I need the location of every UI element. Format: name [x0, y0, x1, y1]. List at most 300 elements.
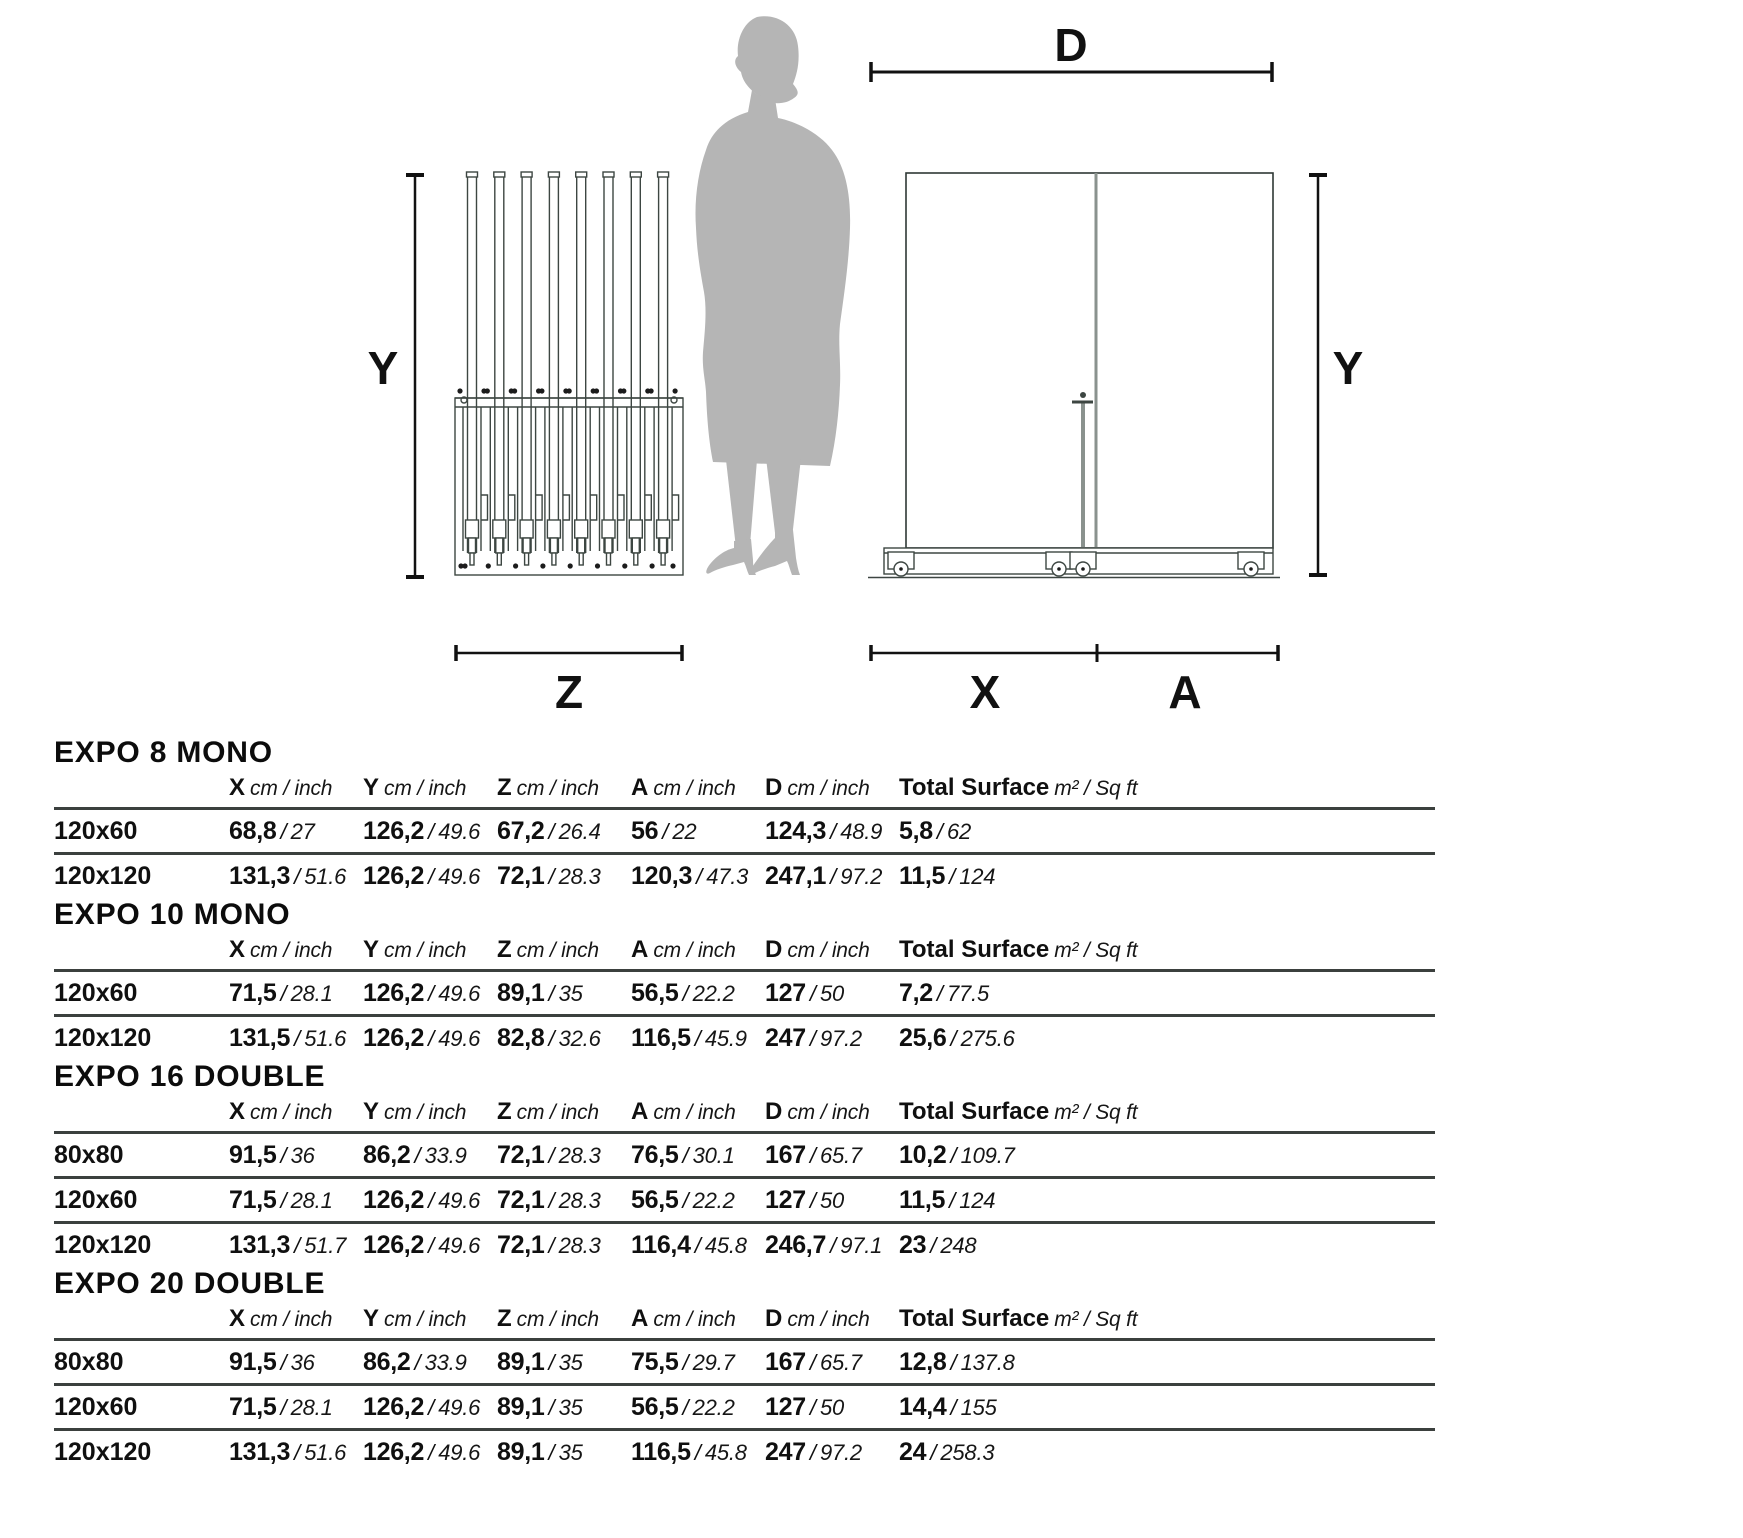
value-separator: / [949, 1187, 956, 1213]
dimension-cell [631, 1024, 765, 1053]
value-separator: / [662, 818, 669, 844]
panel-size-label: 120x60 [54, 1185, 138, 1214]
value-inch: 51.6 [304, 1439, 347, 1465]
value-separator: / [682, 1394, 689, 1420]
value-cm: 71,5 [229, 1185, 277, 1214]
column-header [363, 774, 497, 807]
value-cm: 56,5 [631, 1185, 679, 1214]
dimension-line-y-left [406, 175, 424, 577]
value-cm: 126,2 [363, 1023, 425, 1052]
dimension-cell [899, 979, 1435, 1008]
column-header [497, 1098, 631, 1131]
value-separator: / [809, 1394, 816, 1420]
column-unit: cm / inch [250, 1101, 333, 1124]
column-key: X [229, 936, 246, 963]
dimension-cell [229, 1393, 363, 1422]
value-cm: 86,2 [363, 1347, 411, 1376]
column-unit: m² / Sq ft [1054, 1308, 1138, 1331]
table-row [54, 852, 1435, 897]
value-separator: / [294, 1439, 301, 1465]
value-cm: 12,8 [899, 1347, 947, 1376]
value-inch: 275.6 [960, 1025, 1015, 1051]
dimension-cell [363, 1231, 497, 1260]
value-inch: 22.2 [692, 1394, 735, 1420]
value-cm: 5,8 [899, 816, 933, 845]
column-key: Y [363, 1098, 380, 1125]
column-unit: cm / inch [653, 1308, 736, 1331]
dimension-cell [497, 862, 631, 891]
column-unit: cm / inch [787, 1308, 870, 1331]
value-cm: 247,1 [765, 861, 827, 890]
column-header [363, 1305, 497, 1338]
value-inch: 33.9 [424, 1349, 467, 1375]
column-header [899, 936, 1435, 969]
value-inch: 51.6 [304, 1025, 347, 1051]
spec-table [54, 897, 1435, 1059]
value-inch: 137.8 [960, 1349, 1015, 1375]
value-separator: / [428, 1394, 435, 1420]
dimension-cell [497, 817, 631, 846]
dimension-cell [631, 817, 765, 846]
dimension-cell [497, 1393, 631, 1422]
value-cm: 24 [899, 1437, 927, 1466]
column-key: A [631, 774, 649, 801]
value-separator: / [950, 1394, 957, 1420]
dimension-cell [497, 1186, 631, 1215]
value-cm: 14,4 [899, 1392, 947, 1421]
dimension-label-y-left: Y [367, 342, 399, 394]
value-cm: 127 [765, 1185, 806, 1214]
dimension-cell [631, 1231, 765, 1260]
value-cm: 75,5 [631, 1347, 679, 1376]
dimension-cell [363, 862, 497, 891]
value-separator: / [809, 1439, 816, 1465]
value-inch: 97.2 [819, 1025, 862, 1051]
panel-size-label: 120x120 [54, 1230, 152, 1259]
value-cm: 126,2 [363, 1392, 425, 1421]
column-header [765, 774, 899, 807]
dimension-cell [497, 1231, 631, 1260]
dimension-cell [631, 862, 765, 891]
value-inch: 36 [290, 1349, 315, 1375]
dimension-cell [765, 1231, 899, 1260]
value-separator: / [830, 1232, 837, 1258]
value-cm: 126,2 [363, 1437, 425, 1466]
value-cm: 116,5 [631, 1437, 691, 1466]
header-spacer [54, 1333, 229, 1338]
column-unit: cm / inch [384, 1101, 467, 1124]
value-separator: / [548, 1142, 555, 1168]
value-separator: / [809, 1142, 816, 1168]
column-header [899, 1098, 1435, 1131]
value-inch: 248 [940, 1232, 977, 1258]
column-key: Total Surface [899, 1305, 1050, 1332]
table-row [54, 1338, 1435, 1383]
column-header [899, 774, 1435, 807]
table-body [54, 1338, 1435, 1473]
dimension-cell [631, 1186, 765, 1215]
column-header [765, 1305, 899, 1338]
dimension-cell [229, 1141, 363, 1170]
value-separator: / [696, 863, 703, 889]
value-inch: 47.3 [706, 863, 749, 889]
column-header [631, 774, 765, 807]
value-inch: 49.6 [438, 1025, 481, 1051]
value-cm: 126,2 [363, 978, 425, 1007]
value-inch: 49.6 [438, 818, 481, 844]
column-key: Total Surface [899, 1098, 1050, 1125]
table-title: EXPO 8 MONO [54, 736, 273, 769]
value-cm: 247 [765, 1023, 806, 1052]
table-title: EXPO 16 DOUBLE [54, 1060, 326, 1093]
column-unit: cm / inch [653, 939, 736, 962]
value-separator: / [682, 980, 689, 1006]
column-key: Total Surface [899, 936, 1050, 963]
value-separator: / [809, 1187, 816, 1213]
value-inch: 22.2 [692, 980, 735, 1006]
value-separator: / [809, 1025, 816, 1051]
column-key: Y [363, 936, 380, 963]
value-separator: / [682, 1142, 689, 1168]
panel-size-label: 120x120 [54, 1437, 152, 1466]
table-row [54, 1131, 1435, 1176]
column-key: Y [363, 774, 380, 801]
dimension-cell [899, 1231, 1435, 1260]
column-key: Z [497, 774, 512, 801]
dimension-cell [229, 979, 363, 1008]
column-key: A [631, 1305, 649, 1332]
value-cm: 86,2 [363, 1140, 411, 1169]
value-cm: 131,3 [229, 1437, 291, 1466]
column-key: Y [363, 1305, 380, 1332]
woman-silhouette [695, 16, 850, 575]
value-separator: / [280, 1349, 287, 1375]
column-unit: cm / inch [384, 777, 467, 800]
column-unit: m² / Sq ft [1054, 939, 1138, 962]
value-cm: 116,5 [631, 1023, 691, 1052]
value-inch: 28.3 [558, 1142, 601, 1168]
column-unit: cm / inch [516, 1308, 599, 1331]
value-inch: 48.9 [840, 818, 883, 844]
value-cm: 72,1 [497, 861, 545, 890]
value-separator: / [694, 1232, 701, 1258]
table-header-row [54, 933, 1435, 969]
table-body [54, 1131, 1435, 1266]
header-spacer [54, 802, 229, 807]
value-cm: 72,1 [497, 1230, 545, 1259]
dimension-cell [363, 1024, 497, 1053]
value-cm: 71,5 [229, 1392, 277, 1421]
value-separator: / [428, 1439, 435, 1465]
value-inch: 28.3 [558, 863, 601, 889]
dimension-cell [899, 817, 1435, 846]
column-header [899, 1305, 1435, 1338]
cart-wheeled-base [868, 548, 1280, 578]
value-separator: / [950, 1349, 957, 1375]
dimension-cell [765, 1348, 899, 1377]
panel-size-label: 120x60 [54, 1392, 138, 1421]
value-separator: / [936, 818, 943, 844]
value-inch: 26.4 [558, 818, 601, 844]
column-key: Z [497, 936, 512, 963]
value-separator: / [280, 1394, 287, 1420]
dimension-cell [229, 1186, 363, 1215]
dimension-cell [497, 1024, 631, 1053]
panel-size-label: 80x80 [54, 1347, 124, 1376]
dimension-cell [765, 1024, 899, 1053]
column-header [765, 936, 899, 969]
column-unit: cm / inch [787, 939, 870, 962]
dimension-cell [899, 1348, 1435, 1377]
column-key: D [765, 1098, 783, 1125]
column-header [497, 936, 631, 969]
dimension-cell [497, 1141, 631, 1170]
dimension-cell [363, 1348, 497, 1377]
value-cm: 126,2 [363, 1185, 425, 1214]
value-inch: 45.8 [704, 1232, 747, 1258]
value-inch: 30.1 [692, 1142, 735, 1168]
dimension-cell [229, 817, 363, 846]
table-header-row [54, 1095, 1435, 1131]
value-inch: 36 [290, 1142, 315, 1168]
value-separator: / [936, 980, 943, 1006]
panel-size-label: 120x120 [54, 861, 152, 890]
dimension-label-x: X [969, 666, 1001, 718]
value-separator: / [414, 1142, 421, 1168]
column-header [229, 1098, 363, 1131]
value-inch: 49.6 [438, 863, 481, 889]
column-unit: cm / inch [250, 939, 333, 962]
dimension-cell [899, 862, 1435, 891]
table-header-row [54, 1302, 1435, 1338]
cart-panel-body [906, 173, 1273, 566]
value-inch: 28.1 [290, 980, 333, 1006]
column-unit: cm / inch [516, 1101, 599, 1124]
panel-size-label: 120x60 [54, 978, 138, 1007]
table-row [54, 1428, 1435, 1473]
dimension-cell [765, 1186, 899, 1215]
dimension-line-y-right [1309, 175, 1327, 575]
panel-size-label: 80x80 [54, 1140, 124, 1169]
value-cm: 72,1 [497, 1140, 545, 1169]
value-cm: 120,3 [631, 861, 693, 890]
value-cm: 23 [899, 1230, 927, 1259]
value-inch: 97.2 [840, 863, 883, 889]
value-inch: 28.1 [290, 1187, 333, 1213]
dimension-cell [631, 979, 765, 1008]
column-key: Z [497, 1098, 512, 1125]
value-inch: 22.2 [692, 1187, 735, 1213]
dimension-cell [363, 1393, 497, 1422]
value-separator: / [428, 980, 435, 1006]
column-unit: cm / inch [787, 1101, 870, 1124]
value-inch: 51.6 [304, 863, 347, 889]
value-cm: 247 [765, 1437, 806, 1466]
dimension-label-a: A [1168, 666, 1202, 718]
spec-tables-area [0, 735, 1743, 1473]
value-separator: / [548, 1025, 555, 1051]
value-separator: / [548, 818, 555, 844]
column-header [229, 936, 363, 969]
value-inch: 32.6 [558, 1025, 601, 1051]
value-inch: 35 [558, 1394, 583, 1420]
dimension-cell [899, 1141, 1435, 1170]
value-cm: 131,3 [229, 1230, 291, 1259]
value-cm: 89,1 [497, 1437, 545, 1466]
value-inch: 258.3 [940, 1439, 995, 1465]
panel-size-label: 120x120 [54, 1023, 152, 1052]
column-unit: cm / inch [516, 939, 599, 962]
value-separator: / [694, 1439, 701, 1465]
dimension-cell [229, 1024, 363, 1053]
table-row [54, 1014, 1435, 1059]
column-key: Total Surface [899, 774, 1050, 801]
value-cm: 25,6 [899, 1023, 947, 1052]
dimension-cell [229, 862, 363, 891]
value-cm: 124,3 [765, 816, 827, 845]
value-inch: 27 [290, 818, 315, 844]
column-key: D [765, 1305, 783, 1332]
value-inch: 65.7 [819, 1142, 862, 1168]
value-inch: 49.6 [438, 1394, 481, 1420]
table-row [54, 807, 1435, 852]
value-separator: / [428, 1232, 435, 1258]
value-cm: 82,8 [497, 1023, 545, 1052]
dimension-cell [899, 1393, 1435, 1422]
value-separator: / [830, 863, 837, 889]
value-separator: / [548, 980, 555, 1006]
value-separator: / [950, 1142, 957, 1168]
value-inch: 35 [558, 1349, 583, 1375]
table-header-row [54, 771, 1435, 807]
value-separator: / [548, 1394, 555, 1420]
column-unit: cm / inch [653, 1101, 736, 1124]
value-cm: 126,2 [363, 1230, 425, 1259]
dimension-cell [899, 1024, 1435, 1053]
value-separator: / [694, 1025, 701, 1051]
value-cm: 126,2 [363, 861, 425, 890]
value-separator: / [280, 980, 287, 1006]
dimension-cell [631, 1438, 765, 1467]
spec-table [54, 1059, 1435, 1266]
value-cm: 10,2 [899, 1140, 947, 1169]
column-key: A [631, 1098, 649, 1125]
dimension-label-z: Z [554, 666, 584, 718]
spec-table [54, 735, 1435, 897]
table-row [54, 1176, 1435, 1221]
dimension-line-x-a [871, 644, 1278, 662]
value-cm: 68,8 [229, 816, 277, 845]
value-separator: / [548, 1187, 555, 1213]
dimension-cell [229, 1231, 363, 1260]
value-cm: 126,2 [363, 816, 425, 845]
table-title: EXPO 10 MONO [54, 898, 291, 931]
value-separator: / [682, 1349, 689, 1375]
value-separator: / [294, 863, 301, 889]
value-inch: 49.6 [438, 1439, 481, 1465]
value-separator: / [280, 818, 287, 844]
dimension-cell [765, 1438, 899, 1467]
rack-base-box [455, 397, 683, 575]
value-inch: 97.1 [840, 1232, 883, 1258]
pull-handle [1072, 392, 1093, 566]
value-cm: 56,5 [631, 1392, 679, 1421]
value-separator: / [280, 1142, 287, 1168]
value-inch: 45.8 [704, 1439, 747, 1465]
value-separator: / [830, 818, 837, 844]
dimension-cell [229, 1438, 363, 1467]
column-header [229, 774, 363, 807]
technical-diagram-svg [0, 0, 1743, 735]
value-separator: / [809, 980, 816, 1006]
folded-rack-diagram [368, 172, 683, 718]
value-inch: 50 [819, 980, 845, 1006]
column-header [229, 1305, 363, 1338]
dimension-cell [631, 1393, 765, 1422]
column-header [363, 1098, 497, 1131]
dimension-cell [363, 817, 497, 846]
value-cm: 56,5 [631, 978, 679, 1007]
value-cm: 167 [765, 1140, 806, 1169]
column-key: X [229, 774, 246, 801]
table-row [54, 1221, 1435, 1266]
value-cm: 131,5 [229, 1023, 291, 1052]
value-separator: / [280, 1187, 287, 1213]
column-header [631, 1305, 765, 1338]
value-cm: 131,3 [229, 861, 291, 890]
value-separator: / [428, 818, 435, 844]
column-unit: m² / Sq ft [1054, 1101, 1138, 1124]
value-inch: 28.1 [290, 1394, 333, 1420]
table-body [54, 807, 1435, 897]
column-unit: cm / inch [250, 777, 333, 800]
column-unit: cm / inch [516, 777, 599, 800]
value-inch: 35 [558, 980, 583, 1006]
dimension-cell [631, 1141, 765, 1170]
value-cm: 246,7 [765, 1230, 827, 1259]
table-row [54, 1383, 1435, 1428]
dimension-line-z [456, 645, 682, 661]
value-separator: / [548, 1439, 555, 1465]
rack-panel-rails [457, 172, 678, 569]
column-header [497, 1305, 631, 1338]
column-key: Z [497, 1305, 512, 1332]
value-separator: / [949, 863, 956, 889]
value-inch: 29.7 [692, 1349, 735, 1375]
column-header [631, 936, 765, 969]
value-cm: 76,5 [631, 1140, 679, 1169]
column-header [631, 1098, 765, 1131]
value-cm: 89,1 [497, 978, 545, 1007]
value-cm: 116,4 [631, 1230, 691, 1259]
value-inch: 50 [819, 1394, 845, 1420]
value-inch: 62 [946, 818, 972, 844]
dimension-cell [765, 817, 899, 846]
value-inch: 49.6 [438, 1187, 481, 1213]
technical-diagram-area [0, 0, 1743, 735]
column-key: D [765, 774, 783, 801]
value-separator: / [294, 1232, 301, 1258]
value-separator: / [548, 863, 555, 889]
open-cart-diagram [868, 19, 1363, 718]
dimension-cell [765, 1141, 899, 1170]
column-unit: cm / inch [250, 1308, 333, 1331]
dimension-label-y-right: Y [1332, 342, 1364, 394]
column-header [363, 936, 497, 969]
dimension-cell [497, 1438, 631, 1467]
value-cm: 91,5 [229, 1140, 277, 1169]
dimension-cell [363, 1186, 497, 1215]
